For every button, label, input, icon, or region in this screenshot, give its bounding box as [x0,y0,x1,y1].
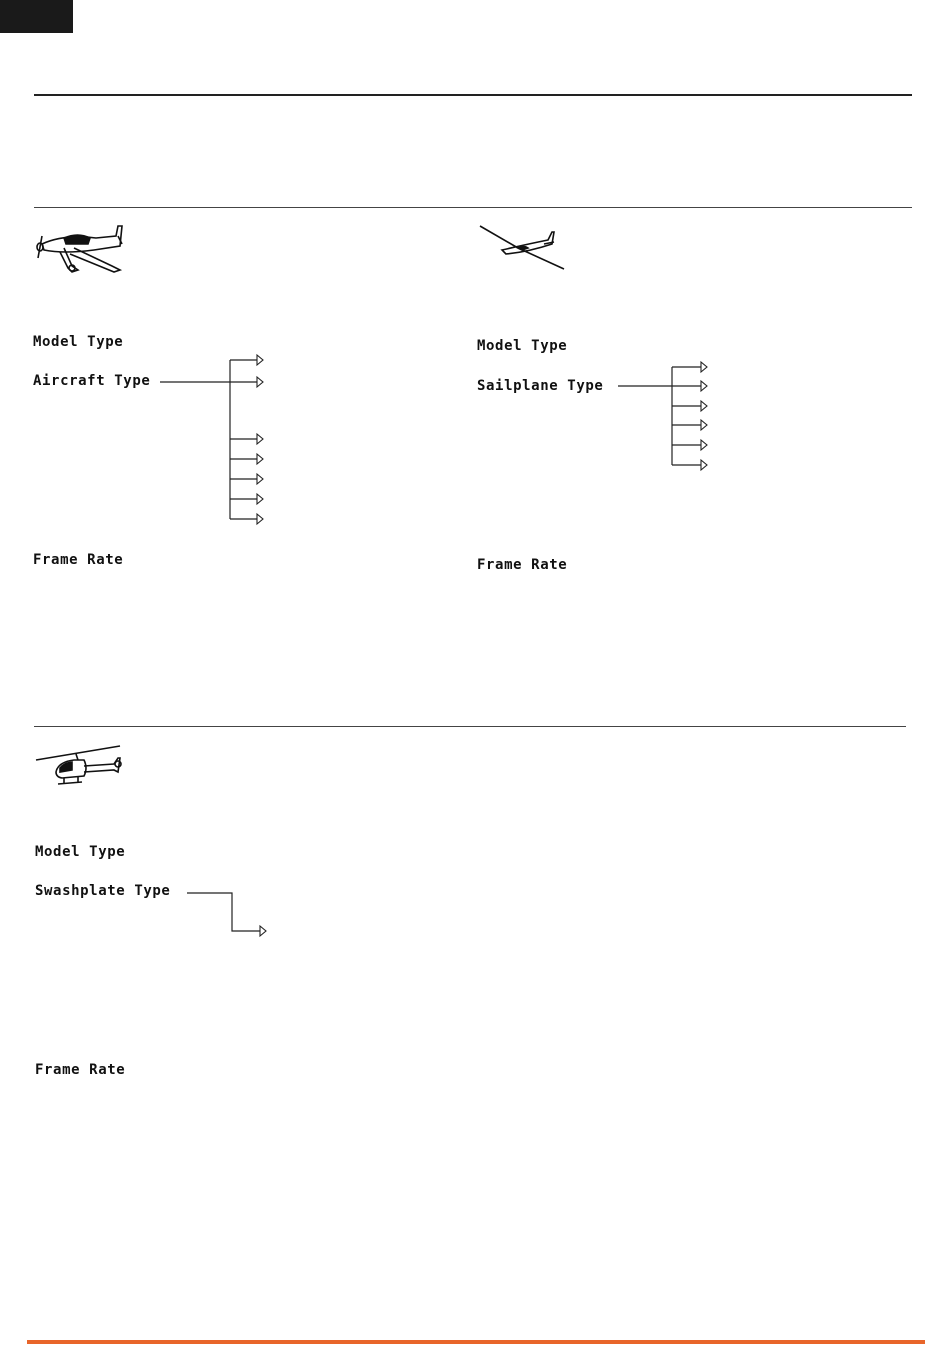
swashplate-type-label: Swashplate Type [35,883,171,899]
section-rule-top [34,207,912,208]
swashplate-type-tree [185,885,275,940]
section-rule-middle [34,726,906,727]
sailplane-type-tree [615,358,725,473]
sailplane-model-type-label: Model Type [477,338,568,354]
helicopter-icon [34,742,124,792]
sailplane-frame-rate-label: Frame Rate [477,557,568,573]
airplane-type-tree [155,350,275,530]
footer-accent-bar [27,1340,925,1344]
airplane-model-type-label: Model Type [33,334,124,350]
helicopter-model-type-label: Model Type [35,844,126,860]
airplane-icon [34,222,124,277]
helicopter-frame-rate-label: Frame Rate [35,1062,126,1078]
header-rule [34,94,912,96]
sailplane-icon [478,222,570,274]
header-tab-block [0,0,73,33]
sailplane-type-label: Sailplane Type [477,378,604,394]
airplane-aircraft-type-label: Aircraft Type [33,373,151,389]
airplane-frame-rate-label: Frame Rate [33,552,124,568]
